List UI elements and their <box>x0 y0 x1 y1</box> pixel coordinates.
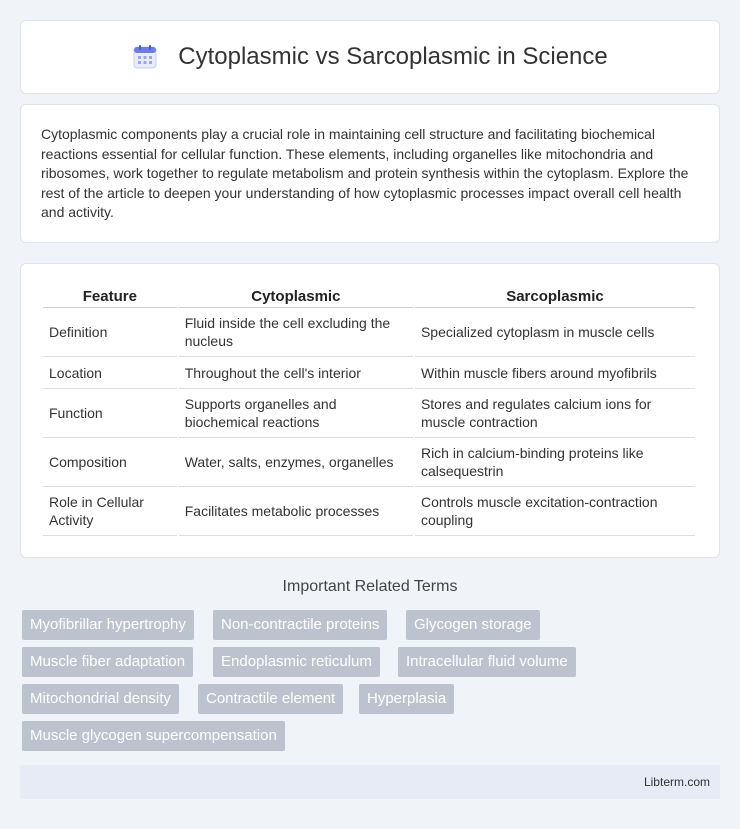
related-terms-title: Important Related Terms <box>282 578 458 595</box>
table-cell: Fluid inside the cell excluding the nucleus <box>179 308 413 357</box>
footer-site-link[interactable]: Libterm.com <box>643 775 710 789</box>
header-card <box>20 20 720 94</box>
table-cell: Facilitates metabolic processes <box>179 487 413 536</box>
table-row <box>43 357 695 389</box>
page-title: Cytoplasmic vs Sarcoplasmic in Science <box>178 43 608 70</box>
table-cell: Supports organelles and biochemical reactions <box>179 389 413 438</box>
related-term-tag[interactable]: Endoplasmic reticulum <box>213 647 380 677</box>
header-feature: Feature <box>43 286 177 308</box>
table-cell: Function <box>43 389 177 438</box>
comparison-table-card <box>20 263 720 558</box>
footer <box>20 765 720 799</box>
table-row <box>43 389 695 438</box>
table-cell: Definition <box>43 308 177 357</box>
table-cell: Water, salts, enzymes, organelles <box>179 438 413 487</box>
table-cell: Controls muscle excitation-contraction coupling <box>415 487 695 536</box>
table-header-row <box>43 286 695 308</box>
table-cell: Role in Cellular Activity <box>43 487 177 536</box>
table-row <box>43 438 695 487</box>
comparison-table <box>41 286 697 536</box>
related-term-tag[interactable]: Mitochondrial density <box>22 684 179 714</box>
intro-card <box>20 104 720 243</box>
table-row <box>43 487 695 536</box>
header-sarcoplasmic: Sarcoplasmic <box>415 286 695 308</box>
table-cell: Specialized cytoplasm in muscle cells <box>415 308 695 357</box>
table-cell: Composition <box>43 438 177 487</box>
related-term-tag[interactable]: Contractile element <box>198 684 343 714</box>
related-term-tag[interactable]: Intracellular fluid volume <box>398 647 576 677</box>
related-term-tag[interactable]: Muscle fiber adaptation <box>22 647 193 677</box>
intro-text: Cytoplasmic components play a crucial role in maintaining cell structure and facilitating biochemical reactions essential for cellular function. These elements, including organelles like mitochondria and ribosomes, work together to regulate metabolism and protein synthesis within the cytoplasm. Explore the rest of the article to deepen your understanding of how cytoplasmic processes impact overall cell health and activity. <box>41 126 689 220</box>
related-term-tag[interactable]: Muscle glycogen supercompensation <box>22 721 285 751</box>
calendar-icon <box>132 44 158 70</box>
table-cell: Throughout the cell's interior <box>179 357 413 389</box>
header-cytoplasmic: Cytoplasmic <box>179 286 413 308</box>
table-cell: Location <box>43 357 177 389</box>
table-row <box>43 308 695 357</box>
table-cell: Stores and regulates calcium ions for muscle contraction <box>415 389 695 438</box>
related-term-tag[interactable]: Non-contractile proteins <box>213 610 387 640</box>
table-cell: Within muscle fibers around myofibrils <box>415 357 695 389</box>
related-term-tag[interactable]: Glycogen storage <box>406 610 540 640</box>
related-term-tag[interactable]: Hyperplasia <box>359 684 454 714</box>
related-term-tag[interactable]: Myofibrillar hypertrophy <box>22 610 194 640</box>
table-cell: Rich in calcium-binding proteins like calsequestrin <box>415 438 695 487</box>
